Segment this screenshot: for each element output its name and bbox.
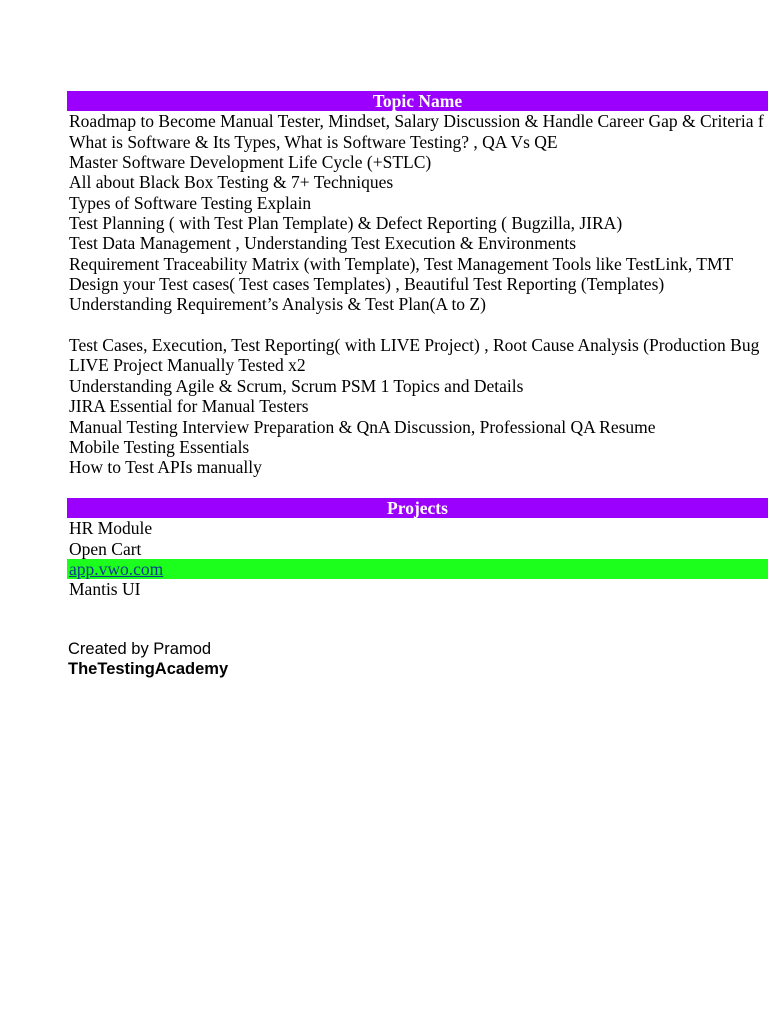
topic-row: Test Planning ( with Test Plan Template) & Defect Reporting ( Bugzilla, JIRA): [69, 213, 623, 234]
empty-row: [67, 478, 768, 498]
project-row: Mantis UI: [69, 579, 141, 600]
topic-row: Roadmap to Become Manual Tester, Mindset, Salary Discussion & Handle Career Gap & Criteria f: [69, 111, 764, 132]
topic-row: What is Software & Its Types, What is Software Testing? , QA Vs QE: [69, 131, 558, 152]
topic-row: Understanding Agile & Scrum, Scrum PSM 1 Topics and Details: [69, 375, 524, 396]
topic-row: Requirement Traceability Matrix (with Template), Test Management Tools like TestLink, TMT: [69, 253, 734, 274]
topic-row: All about Black Box Testing & 7+ Techniques: [69, 172, 394, 193]
topic-row: Master Software Development Life Cycle (+STLC): [69, 152, 432, 173]
top-spacer: [67, 0, 768, 91]
topic-row: Test Data Management , Understanding Test Execution & Environments: [69, 233, 577, 254]
credit-author: Created by Pramod: [68, 640, 212, 658]
project-row-highlighted: [67, 559, 768, 579]
topic-row: Manual Testing Interview Preparation & QnA Discussion, Professional QA Resume: [69, 416, 656, 437]
credit-organization: TheTestingAcademy: [68, 660, 229, 678]
topic-row: Design your Test cases( Test cases Templates) , Beautiful Test Reporting (Templates): [69, 274, 665, 295]
topic-row: How to Test APIs manually: [69, 457, 262, 478]
spreadsheet: [67, 0, 768, 600]
topic-row: Types of Software Testing Explain: [69, 192, 312, 213]
topic-row: LIVE Project Manually Tested x2: [69, 355, 306, 376]
topic-row: Mobile Testing Essentials: [69, 436, 250, 457]
project-link-vwo[interactable]: app.vwo.com: [69, 558, 164, 579]
topic-row-empty: [67, 315, 768, 335]
topic-row: Understanding Requirement’s Analysis & Test Plan(A to Z): [69, 294, 486, 315]
topic-name-header: Topic Name: [67, 91, 768, 111]
topic-row: Test Cases, Execution, Test Reporting( with LIVE Project) , Root Cause Analysis (Production Bug: [69, 335, 760, 356]
project-row: Open Cart: [69, 538, 142, 559]
projects-header: Projects: [67, 498, 768, 518]
project-row: HR Module: [69, 518, 153, 539]
topic-row: JIRA Essential for Manual Testers: [69, 396, 309, 417]
